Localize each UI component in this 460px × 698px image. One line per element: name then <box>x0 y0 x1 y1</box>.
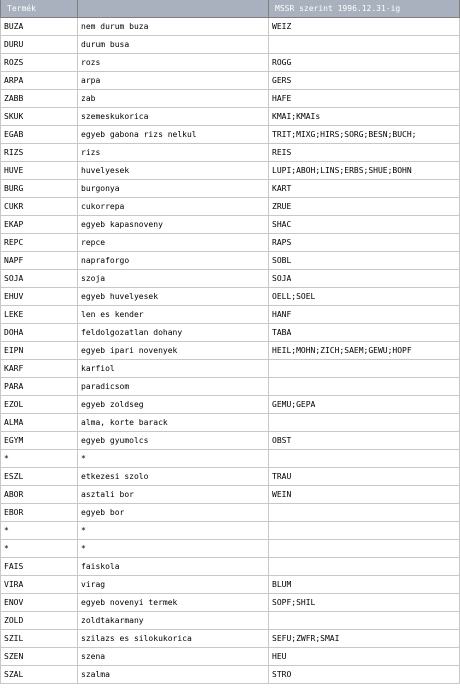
table-row <box>1 558 460 576</box>
mssr-code-cell: GEMU;GEPA <box>269 396 460 414</box>
mssr-code-cell: GERS <box>269 72 460 90</box>
code-cell: EGYM <box>1 432 78 450</box>
table-row <box>1 540 460 558</box>
mssr-code-cell: OBST <box>269 432 460 450</box>
code-cell: BURG <box>1 180 78 198</box>
table-row <box>1 594 460 612</box>
table-row <box>1 72 460 90</box>
code-cell: * <box>1 522 78 540</box>
code-cell: ALMA <box>1 414 78 432</box>
code-cell: ROZS <box>1 54 78 72</box>
name-cell: burgonya <box>78 180 269 198</box>
mssr-code-cell: TABA <box>269 324 460 342</box>
code-cell: EBOR <box>1 504 78 522</box>
mssr-code-cell: REIS <box>269 144 460 162</box>
name-cell: szilazs es silokukorica <box>78 630 269 648</box>
mssr-code-cell <box>269 612 460 630</box>
mssr-code-cell <box>269 558 460 576</box>
code-cell: CUKR <box>1 198 78 216</box>
name-cell: napraforgo <box>78 252 269 270</box>
table-row <box>1 54 460 72</box>
code-cell: DOHA <box>1 324 78 342</box>
code-cell: SOJA <box>1 270 78 288</box>
table-row <box>1 198 460 216</box>
name-cell: huvelyesek <box>78 162 269 180</box>
table-row <box>1 126 460 144</box>
code-cell: REPC <box>1 234 78 252</box>
header-mssr: MSSR szerint 1996.12.31-ig <box>269 0 460 18</box>
code-cell: SKUK <box>1 108 78 126</box>
mssr-code-cell: SHAC <box>269 216 460 234</box>
mssr-code-cell: HEU <box>269 648 460 666</box>
code-cell: SZAL <box>1 666 78 684</box>
mssr-code-cell: HAFE <box>269 90 460 108</box>
mssr-code-cell: TRIT;MIXG;HIRS;SORG;BESN;BUCH; <box>269 126 460 144</box>
mssr-code-cell: KART <box>269 180 460 198</box>
table-row <box>1 108 460 126</box>
table-row <box>1 414 460 432</box>
table-row <box>1 432 460 450</box>
name-cell: karfiol <box>78 360 269 378</box>
mssr-code-cell: TRAU <box>269 468 460 486</box>
code-cell: EGAB <box>1 126 78 144</box>
code-cell: ZABB <box>1 90 78 108</box>
mssr-code-cell: HANF <box>269 306 460 324</box>
table-row <box>1 342 460 360</box>
name-cell: egyeb novenyi termek <box>78 594 269 612</box>
name-cell: virag <box>78 576 269 594</box>
name-cell: egyeb ipari novenyek <box>78 342 269 360</box>
table-row <box>1 450 460 468</box>
code-cell: DURU <box>1 36 78 54</box>
code-cell: HUVE <box>1 162 78 180</box>
name-cell: nem durum buza <box>78 18 269 36</box>
code-cell: * <box>1 450 78 468</box>
code-cell: VIRA <box>1 576 78 594</box>
mssr-code-cell: STRO <box>269 666 460 684</box>
table-row <box>1 270 460 288</box>
header-name <box>78 0 269 18</box>
name-cell: faiskola <box>78 558 269 576</box>
table-row <box>1 18 460 36</box>
table-row <box>1 522 460 540</box>
name-cell: * <box>78 522 269 540</box>
mssr-code-cell: KMAI;KMAIs <box>269 108 460 126</box>
table-row <box>1 180 460 198</box>
code-cell: EZOL <box>1 396 78 414</box>
name-cell: egyeb huvelyesek <box>78 288 269 306</box>
name-cell: szoja <box>78 270 269 288</box>
table-row <box>1 396 460 414</box>
table-row <box>1 90 460 108</box>
name-cell: rizs <box>78 144 269 162</box>
table-row <box>1 504 460 522</box>
table-row <box>1 468 460 486</box>
table-row <box>1 360 460 378</box>
table-row <box>1 666 460 684</box>
name-cell: arpa <box>78 72 269 90</box>
code-cell: ZOLD <box>1 612 78 630</box>
mssr-code-cell <box>269 504 460 522</box>
header-row <box>1 0 460 18</box>
table-row <box>1 162 460 180</box>
code-cell: ABOR <box>1 486 78 504</box>
mssr-code-cell <box>269 360 460 378</box>
code-cell: ARPA <box>1 72 78 90</box>
mssr-code-cell <box>269 522 460 540</box>
code-cell: LEKE <box>1 306 78 324</box>
name-cell: szalma <box>78 666 269 684</box>
mssr-code-cell: SOPF;SHIL <box>269 594 460 612</box>
name-cell: asztali bor <box>78 486 269 504</box>
mssr-code-cell: SOBL <box>269 252 460 270</box>
table-row <box>1 324 460 342</box>
mssr-code-cell <box>269 36 460 54</box>
name-cell: egyeb gabona rizs nelkul <box>78 126 269 144</box>
name-cell: repce <box>78 234 269 252</box>
name-cell: durum busa <box>78 36 269 54</box>
table-row <box>1 306 460 324</box>
name-cell: zoldtakarmany <box>78 612 269 630</box>
name-cell: * <box>78 450 269 468</box>
name-cell: egyeb zoldseg <box>78 396 269 414</box>
mssr-code-cell: RAPS <box>269 234 460 252</box>
table-row <box>1 216 460 234</box>
table-row <box>1 648 460 666</box>
code-cell: SZEN <box>1 648 78 666</box>
mssr-code-cell: WEIZ <box>269 18 460 36</box>
mssr-code-cell <box>269 414 460 432</box>
code-cell: RIZS <box>1 144 78 162</box>
table-row <box>1 36 460 54</box>
name-cell: etkezesi szolo <box>78 468 269 486</box>
table-row <box>1 288 460 306</box>
code-cell: * <box>1 540 78 558</box>
table-row <box>1 612 460 630</box>
name-cell: * <box>78 540 269 558</box>
mssr-code-cell: ZRUE <box>269 198 460 216</box>
name-cell: cukorrepa <box>78 198 269 216</box>
code-cell: NAPF <box>1 252 78 270</box>
table-row <box>1 252 460 270</box>
name-cell: egyeb kapasnoveny <box>78 216 269 234</box>
name-cell: rozs <box>78 54 269 72</box>
code-cell: PARA <box>1 378 78 396</box>
code-cell: EKAP <box>1 216 78 234</box>
mssr-code-cell: LUPI;ABOH;LINS;ERBS;SHUE;BOHN <box>269 162 460 180</box>
code-cell: SZIL <box>1 630 78 648</box>
table-row <box>1 486 460 504</box>
mssr-code-cell <box>269 450 460 468</box>
name-cell: alma, korte barack <box>78 414 269 432</box>
mssr-code-cell: BLUM <box>269 576 460 594</box>
name-cell: egyeb bor <box>78 504 269 522</box>
mssr-code-cell: WEIN <box>269 486 460 504</box>
code-cell: ENOV <box>1 594 78 612</box>
table-row <box>1 630 460 648</box>
code-cell: EIPN <box>1 342 78 360</box>
table-row <box>1 234 460 252</box>
code-cell: KARF <box>1 360 78 378</box>
mssr-code-cell: SOJA <box>269 270 460 288</box>
code-cell: ESZL <box>1 468 78 486</box>
name-cell: szemeskukorica <box>78 108 269 126</box>
mssr-code-cell <box>269 540 460 558</box>
mssr-code-cell: OELL;SOEL <box>269 288 460 306</box>
name-cell: zab <box>78 90 269 108</box>
name-cell: feldolgozatlan dohany <box>78 324 269 342</box>
code-cell: FAIS <box>1 558 78 576</box>
code-cell: EHUV <box>1 288 78 306</box>
mssr-code-cell: HEIL;MOHN;ZICH;SAEM;GEWU;HOPF <box>269 342 460 360</box>
name-cell: len es kender <box>78 306 269 324</box>
table-row <box>1 378 460 396</box>
mssr-code-cell: ROGG <box>269 54 460 72</box>
name-cell: szena <box>78 648 269 666</box>
table-row <box>1 144 460 162</box>
table-row <box>1 576 460 594</box>
name-cell: egyeb gyumolcs <box>78 432 269 450</box>
mssr-code-cell <box>269 378 460 396</box>
code-cell: BUZA <box>1 18 78 36</box>
mssr-code-cell: SEFU;ZWFR;SMAI <box>269 630 460 648</box>
header-code: Termék <box>1 0 78 18</box>
name-cell: paradicsom <box>78 378 269 396</box>
